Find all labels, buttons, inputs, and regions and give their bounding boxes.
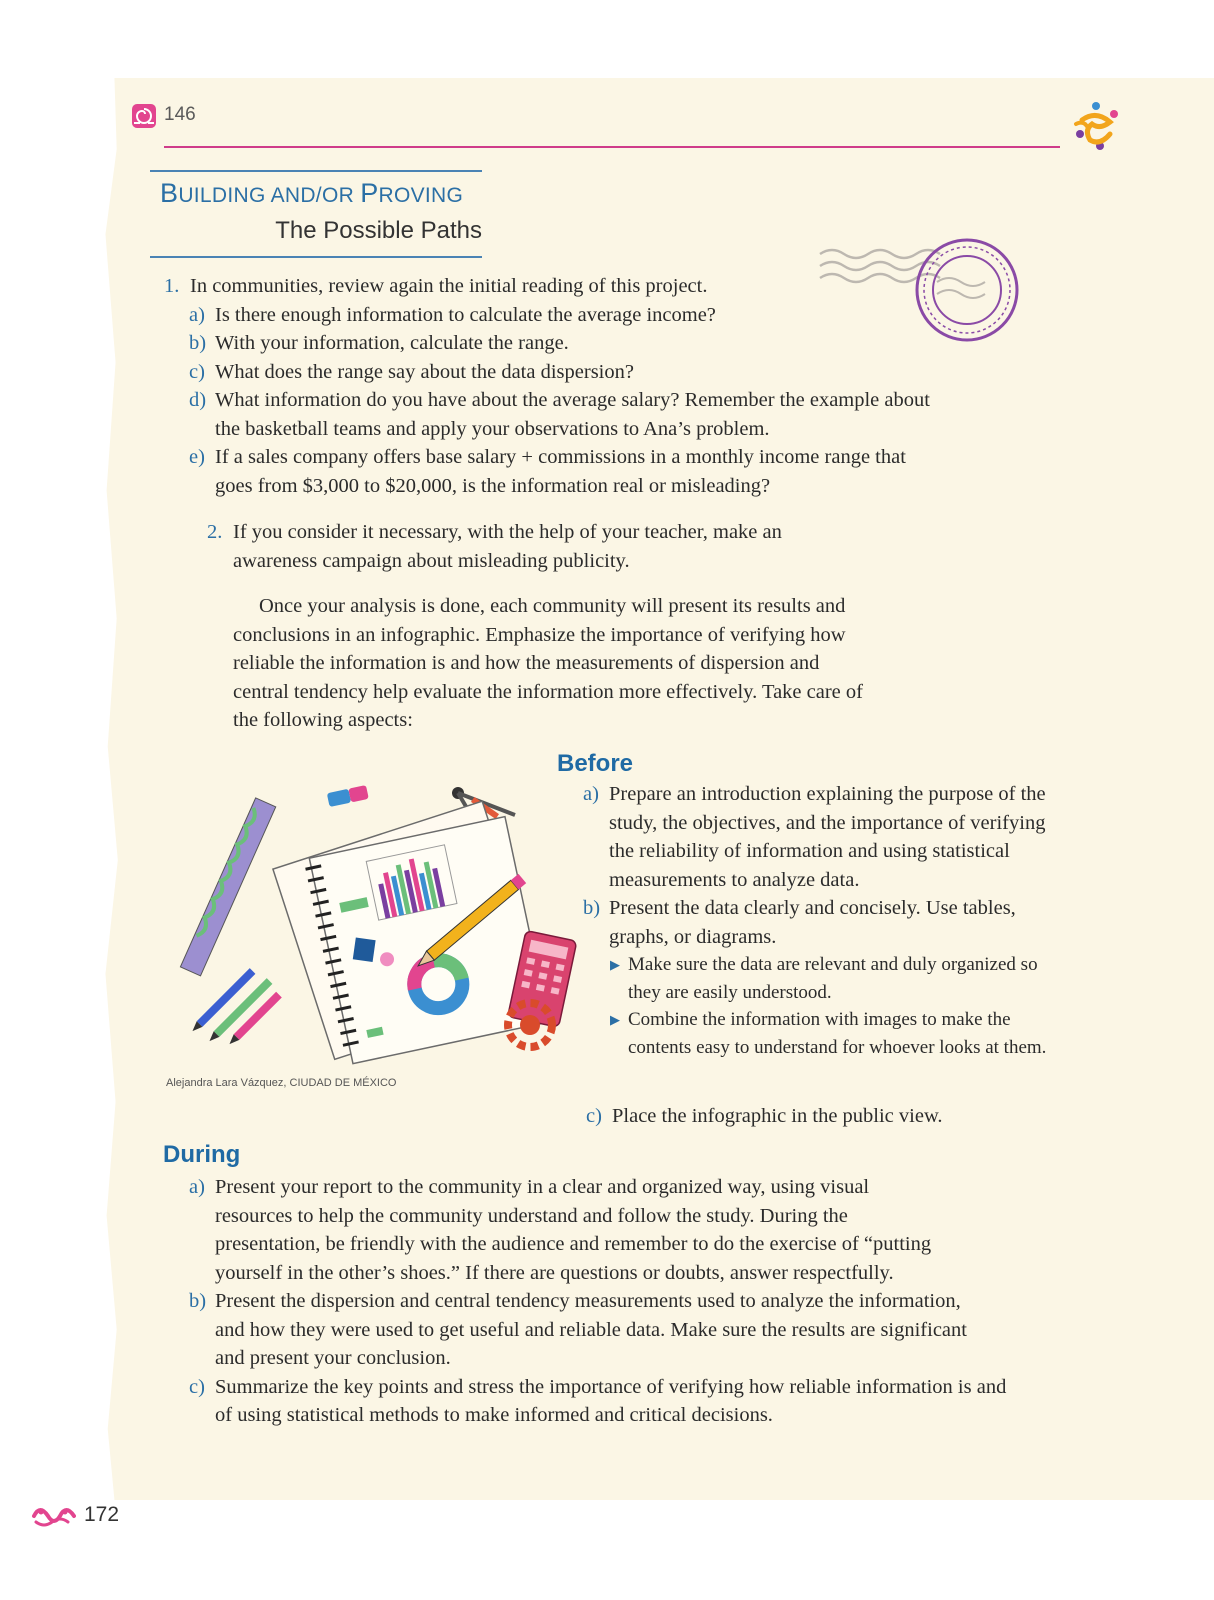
before-bullet: ▶ Combine the information with images to make the contents easy to understand for whoever looks at them. [608, 1006, 1048, 1061]
header-divider [164, 146, 1060, 148]
during-item-b: b) Present the dispersion and central tendency measurements used to analyze the information, and how they were used to get useful and reliable data. Make sure the results are significant and present your conclusion. [189, 1290, 967, 1369]
question-1b: b) With your information, calculate the range. [189, 332, 569, 354]
decorative-glyph-icon [30, 1502, 76, 1530]
before-item-c: c) Place the infographic in the public view. [586, 1105, 943, 1127]
before-bullet: ▶ Make sure the data are relevant and duly organized so they are easily understood. [608, 951, 1048, 1006]
question-1a: a) Is there enough information to calculate the average income? [189, 303, 716, 326]
stationery-illustration [170, 775, 580, 1065]
spiral-glyph-icon [131, 103, 157, 129]
section-title: BUILDING AND/OR PROVING [160, 178, 464, 208]
before-heading: Before [557, 750, 634, 777]
colored-pencils-icon [190, 968, 282, 1047]
before-list [583, 780, 1048, 1061]
triangle-bullet-icon: ▶ [610, 1012, 620, 1027]
ruler-icon [180, 798, 275, 976]
question-2: 2. If you consider it necessary, with the help of your teacher, make an awareness campaign about misleading publicity. [207, 521, 782, 572]
question-1d: d) What information do you have about the average salary? Remember the example about the basketball teams and apply your observations to Ana’s problem. [189, 389, 930, 440]
question-1: 1. In communities, review again the initial reading of this project. a) Is there enough information to calculate the average income? b) With your information, calculate the range. c) What does the range say about the data dispersion? d) What information do you have about the average salary? Remember the example about the basketball teams and apply your observations to Ana’s problem. e) If a sales company offers base salary + commissions in a monthly income range that goes from $3,000 to $20,000, is the information real or misleading? [164, 272, 964, 500]
during-item-a: a) Present your report to the community in a clear and organized way, using visual resources to help the community understand and follow the study. During the presentation, be friendly with the audience and remember to do the exercise of “putting yourself in the other’s shoes.” If there are questions or doubts, answer respectfully. [189, 1176, 932, 1284]
during-item-c: c) Summarize the key points and stress the importance of verifying how reliable information is and of using statistical methods to make informed and critical decisions. [189, 1375, 1007, 1426]
triangle-bullet-icon: ▶ [610, 957, 620, 972]
during-list [189, 1173, 1007, 1430]
eraser-icon [327, 785, 369, 807]
intro-paragraph: Once your analysis is done, each community will present its results and conclusions in an infographic. Emphasize the importance of verifying how reliable the information is and how the measurements of dispersion and central tendency help evaluate the information more effectively. Take care of the following aspects: [233, 595, 863, 731]
before-item-a: a) Prepare an introduction explaining the purpose of the study, the objectives, and the importance of verifying the reliability of information and using statistical measurements to analyze data. [583, 783, 1046, 891]
community-logo-icon [1070, 100, 1122, 152]
section-subtitle: The Possible Paths [275, 217, 482, 244]
question-1e: e) If a sales company offers base salary + commissions in a monthly income range that goes from $3,000 to $20,000, is the information real or misleading? [189, 446, 906, 497]
before-item-b: b) Present the data clearly and concisely. Use tables, graphs, or diagrams. [583, 897, 1016, 948]
during-heading: During [163, 1141, 241, 1168]
footer-page-number: 172 [84, 1503, 120, 1526]
header-page-number: 146 [164, 104, 196, 125]
question-1c: c) What does the range say about the data dispersion? [189, 360, 634, 383]
illustration-credit: Alejandra Lara Vázquez, CIUDAD DE MÉXICO [166, 1077, 397, 1089]
